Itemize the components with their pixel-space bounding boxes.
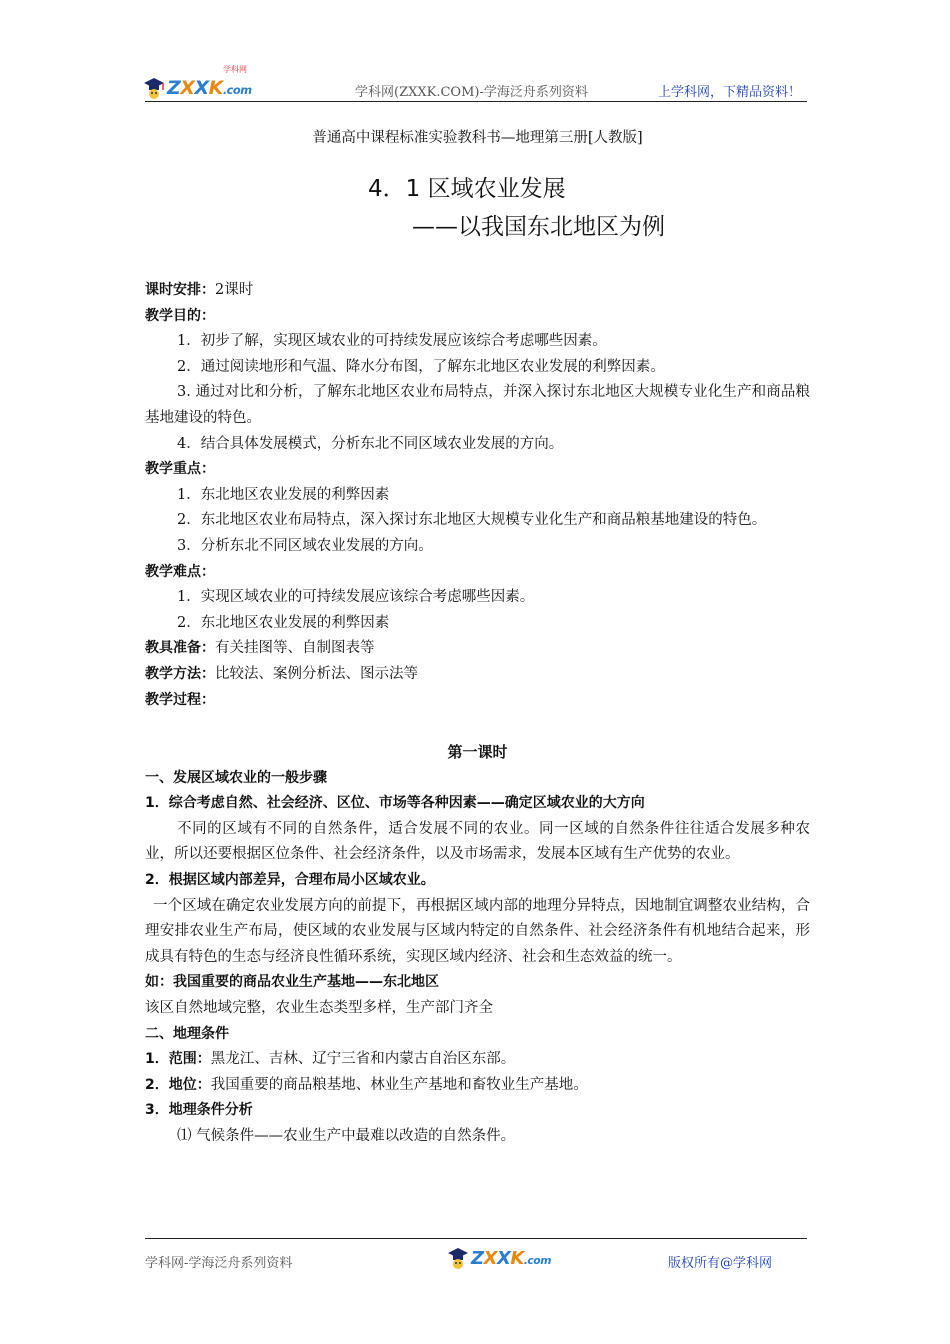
goal-item: 1．初步了解，实现区域农业的可持续发展应该综合考虑哪些因素。 [177, 333, 607, 350]
subsection-heading: 3．地理条件分析 [145, 1102, 253, 1119]
footer-rule [145, 1238, 807, 1239]
paragraph: 不同的区域有不同的自然条件，适合发展不同的农业。同一区域的自然条件往往适合发展多种农业，所以还要根据区位条件、社会经济条件，以及市场需求，发展本区域有生产优势的农业。 [145, 820, 810, 863]
tools-line: 教具准备：有关挂图等、自制图表等 [145, 640, 375, 657]
goal-item: 4．结合具体发展模式，分析东北不同区域农业发展的方向。 [177, 435, 564, 452]
subsection-heading: 1．综合考虑自然、社会经济、区位、市场等各种因素——确定区域农业的大方向 [145, 795, 645, 812]
header-logo[interactable]: ZXXK.com 学科网 [143, 68, 252, 98]
keypoint-item: 2．东北地区农业布局特点，深入探讨东北地区大规模专业化生产和商品粮基地建设的特色。 [177, 512, 767, 529]
paragraph: 一个区域在确定农业发展方向的前提下，再根据区域内部的地理分异特点，因地制宜调整农业结构，合理安排农业生产布局，使区域的农业发展与区域内特定的自然条件、社会经济条件有机地结合起来，形成具有特色的生态与经济良性循环系统，实现区域内经济、社会和生态效益的统一。 [145, 897, 810, 965]
header-center-text: 学科网(ZXXK.COM)-学海泛舟系列资料 [355, 85, 588, 100]
keypoints-label: 教学重点： [145, 461, 215, 478]
example-description: 该区自然地域完整，农业生态类型多样，生产部门齐全 [145, 1000, 493, 1017]
goal-item: 3. 通过对比和分析，了解东北地区农业布局特点，并深入探讨东北地区大规模专业化生产和商品粮基地建设的特色。 [145, 384, 810, 426]
example-heading: 如：我国重要的商品农业生产基地——东北地区 [145, 974, 439, 991]
page-title: 4．1 区域农业发展 [368, 176, 566, 202]
graduation-cap-icon [447, 1246, 469, 1268]
section-heading: 二、地理条件 [145, 1025, 229, 1042]
methods-line: 教学方法：比较法、案例分析法、图示法等 [145, 665, 418, 682]
subsection-heading: 2．根据区域内部差异，合理布局小区域农业。 [145, 872, 435, 889]
difficulty-item: 2．东北地区农业发展的利弊因素 [177, 614, 390, 631]
page-title-sub: ——以我国东北地区为例 [412, 214, 665, 240]
logo-badge: 学科网 [223, 65, 247, 74]
difficulties-label: 教学难点： [145, 563, 215, 580]
footer-logo[interactable]: ZXXK.com [447, 1240, 551, 1268]
keypoint-item: 1．东北地区农业发展的利弊因素 [177, 486, 390, 503]
document-subtitle: 普通高中课程标准实验教科书—地理第三册[人教版] [312, 130, 643, 146]
footer-right-text: 版权所有@学科网 [668, 1256, 773, 1271]
section-heading: 一、发展区域农业的一般步骤 [145, 769, 327, 786]
goals-label: 教学目的： [145, 307, 215, 324]
footer-left-text: 学科网-学海泛舟系列资料 [145, 1256, 293, 1271]
process-label: 教学过程： [145, 691, 215, 708]
difficulty-item: 1．实现区域农业的可持续发展应该综合考虑哪些因素。 [177, 589, 535, 606]
graduation-cap-icon [143, 76, 165, 98]
document-body [145, 278, 810, 1150]
header-right-text: 上学科网，下精品资料！ [658, 85, 802, 100]
keypoint-item: 3．分析东北不同区域农业发展的方向。 [177, 537, 433, 554]
scope-line: 1．范围：黑龙江、吉林、辽宁三省和内蒙古自治区东部。 [145, 1051, 516, 1068]
status-line: 2．地位：我国重要的商品粮基地、林业生产基地和畜牧业生产基地。 [145, 1076, 588, 1093]
header-rule [145, 101, 807, 102]
schedule-line: 课时安排：2课时 [145, 282, 254, 298]
lesson-title: 第一课时 [447, 743, 508, 762]
goal-item: 2．通过阅读地形和气温、降水分布图，了解东北地区农业发展的利弊因素。 [177, 358, 665, 375]
paragraph: ⑴ 气候条件——农业生产中最难以改造的自然条件。 [177, 1128, 516, 1144]
